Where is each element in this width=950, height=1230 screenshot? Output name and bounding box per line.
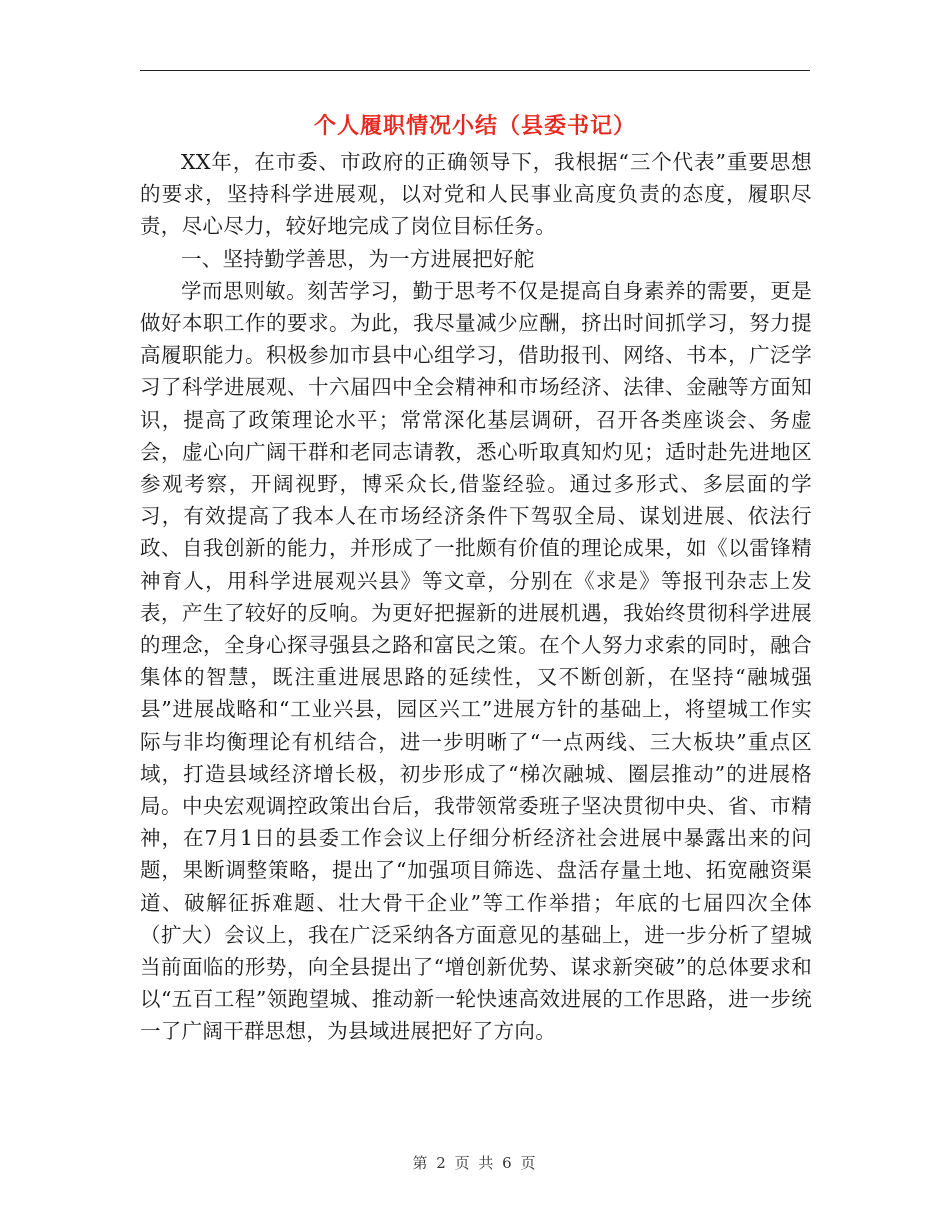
document-title: 个人履职情况小结（县委书记） xyxy=(313,113,636,139)
page-number-footer: 第 2 页 共 6 页 xyxy=(412,1154,538,1172)
section-heading: 一、坚持勤学善思，为一方进展把好舵 xyxy=(181,246,535,271)
document-body xyxy=(140,146,812,1048)
body-paragraph: 学而思则敏。刻苦学习，勤于思考不仅是提高自身素养的需要，更是做好本职工作的要求。为此，我尽量减少应酬，挤出时间抓学习，努力提高履职能力。积极参加市县中心组学习，借助报刊、网络、书本，广泛学习了科学进展观、十六届四中全会精神和市场经济、法律、金融等方面知识，提高了政策理论水平；常常深化基层调研，召开各类座谈会、务虚会，虚心向广阔干群和老同志请教，悉心听取真知灼见；适时赴先进地区参观考察，开阔视野，博采众长,借鉴经验。通过多形式、多层面的学习，有效提高了我本人在市场经济条件下驾驭全局、谋划进展、依法行政、自我创新的能力，并形成了一批颇有价值的理论成果，如《以雷锋精神育人，用科学进展观兴县》等文章，分别在《求是》等报刊杂志上发表，产生了较好的反响。为更好把握新的进展机遇，我始终贯彻科学进展的理念，全身心探寻强县之路和富民之策。在个人努力求索的同时，融合集体的智慧，既注重进展思路的延续性，又不断创新，在坚持“融城强县”进展战略和“工业兴县，园区兴工”进展方针的基础上，将望城工作实际与非均衡理论有机结合，进一步明晰了“一点两线、三大板块”重点区域，打造县域经济增长极，初步形成了“梯次融城、圈层推动”的进展格局。中央宏观调控政策出台后，我带领常委班子坚决贯彻中央、省、市精神，在7月1日的县委工作会议上仔细分析经济社会进展中暴露出来的问题，果断调整策略，提出了“加强项目筛选、盘活存量土地、拓宽融资渠道、破解征拆难题、壮大骨干企业”等工作举措；年底的七届四次全体（扩大）会议上，我在广泛采纳各方面意见的基础上，进一步分析了望城当前面临的形势，向全县提出了“增创新优势、谋求新突破”的总体要求和以“五百工程”领跑望城、推动新一轮快速高效进展的工作思路，进一步统一了广阔干群思想，为县域进展把好了方向。 xyxy=(140,278,812,1044)
intro-paragraph: XX年，在市委、市政府的正确领导下，我根据“三个代表”重要思想的要求，坚持科学进展观，以对党和人民事业高度负责的态度，履职尽责，尽心尽力，较好地完成了岗位目标任务。 xyxy=(140,150,812,239)
header-rule xyxy=(140,70,810,71)
